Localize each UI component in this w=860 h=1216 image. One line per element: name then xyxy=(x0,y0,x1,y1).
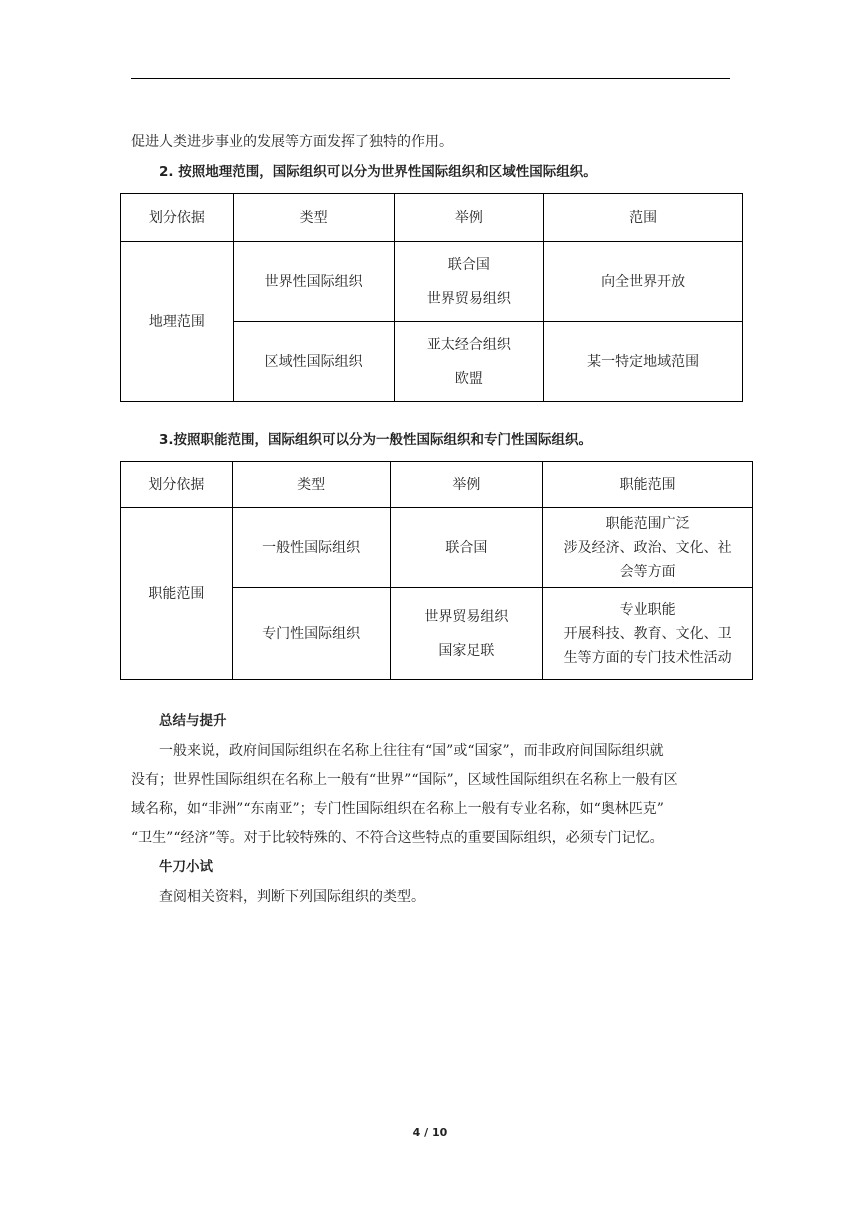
intro-tail-text: 促进人类进步事业的发展等方面发挥了独特的作用。 xyxy=(131,134,453,150)
scope-line: 专业职能 xyxy=(619,601,676,618)
header-rule xyxy=(131,78,730,79)
scope-line: 生等方面的专门技术性活动 xyxy=(563,649,732,666)
section2-heading: 2. 按照地理范围，国际组织可以分为世界性国际组织和区域性国际组织。 xyxy=(159,164,597,180)
type-cell: 世界性国际组织 xyxy=(233,242,394,322)
basis-cell: 职能范围 xyxy=(121,508,233,680)
page-number: 4 / 10 xyxy=(412,1126,448,1139)
type-cell: 一般性国际组织 xyxy=(232,508,390,588)
summary-line: “卫生”“经济”等。对于比较特殊的、不符合这些特点的重要国际组织，必须专门记忆。 xyxy=(131,830,664,846)
header-cell: 类型 xyxy=(232,462,390,508)
practice-heading: 牛刀小试 xyxy=(159,859,213,875)
table-row xyxy=(121,508,753,588)
scope-line: 职能范围广泛 xyxy=(605,515,690,532)
header-cell: 范围 xyxy=(544,194,743,242)
table-row xyxy=(121,242,743,322)
example-cell xyxy=(394,322,544,402)
example-item: 世界贸易组织 xyxy=(426,290,511,307)
table-header-row xyxy=(121,194,743,242)
table-header-row xyxy=(121,462,753,508)
type-cell: 区域性国际组织 xyxy=(233,322,394,402)
example-cell xyxy=(394,242,544,322)
scope-line: 开展科技、教育、文化、卫 xyxy=(563,625,732,642)
scope-line: 涉及经济、政治、文化、社 xyxy=(563,539,732,556)
scope-line: 会等方面 xyxy=(619,563,676,580)
summary-line: 一般来说，政府间国际组织在名称上往往有“国”或“国家”，而非政府间国际组织就 xyxy=(159,743,664,759)
header-cell: 划分依据 xyxy=(121,462,233,508)
header-cell: 举例 xyxy=(390,462,543,508)
example-item: 欧盟 xyxy=(454,370,483,387)
header-cell: 划分依据 xyxy=(121,194,234,242)
example-cell: 联合国 xyxy=(390,508,543,588)
example-item: 亚太经合组织 xyxy=(426,336,511,353)
function-scope-table xyxy=(120,461,753,680)
practice-text: 查阅相关资料，判断下列国际组织的类型。 xyxy=(159,889,425,905)
geo-scope-table xyxy=(120,193,743,402)
summary-line: 没有；世界性国际组织在名称上一般有“世界”“国际”，区域性国际组织在名称上一般有区 xyxy=(131,772,678,788)
summary-heading: 总结与提升 xyxy=(159,713,227,729)
header-cell: 举例 xyxy=(394,194,544,242)
example-item: 联合国 xyxy=(447,256,490,273)
scope-cell xyxy=(543,508,753,588)
scope-cell: 向全世界开放 xyxy=(544,242,743,322)
scope-cell xyxy=(543,588,753,680)
type-cell: 专门性国际组织 xyxy=(232,588,390,680)
basis-cell: 地理范围 xyxy=(121,242,234,402)
example-cell xyxy=(390,588,543,680)
summary-line: 域名称，如“非洲”“东南亚”；专门性国际组织在名称上一般有专业名称，如“奥林匹克” xyxy=(131,801,664,817)
section3-heading: 3.按照职能范围，国际组织可以分为一般性国际组织和专门性国际组织。 xyxy=(159,432,593,448)
example-item: 世界贸易组织 xyxy=(424,608,509,625)
scope-cell: 某一特定地域范围 xyxy=(544,322,743,402)
header-cell: 类型 xyxy=(233,194,394,242)
header-cell: 职能范围 xyxy=(543,462,753,508)
example-item: 国家足联 xyxy=(438,642,495,659)
